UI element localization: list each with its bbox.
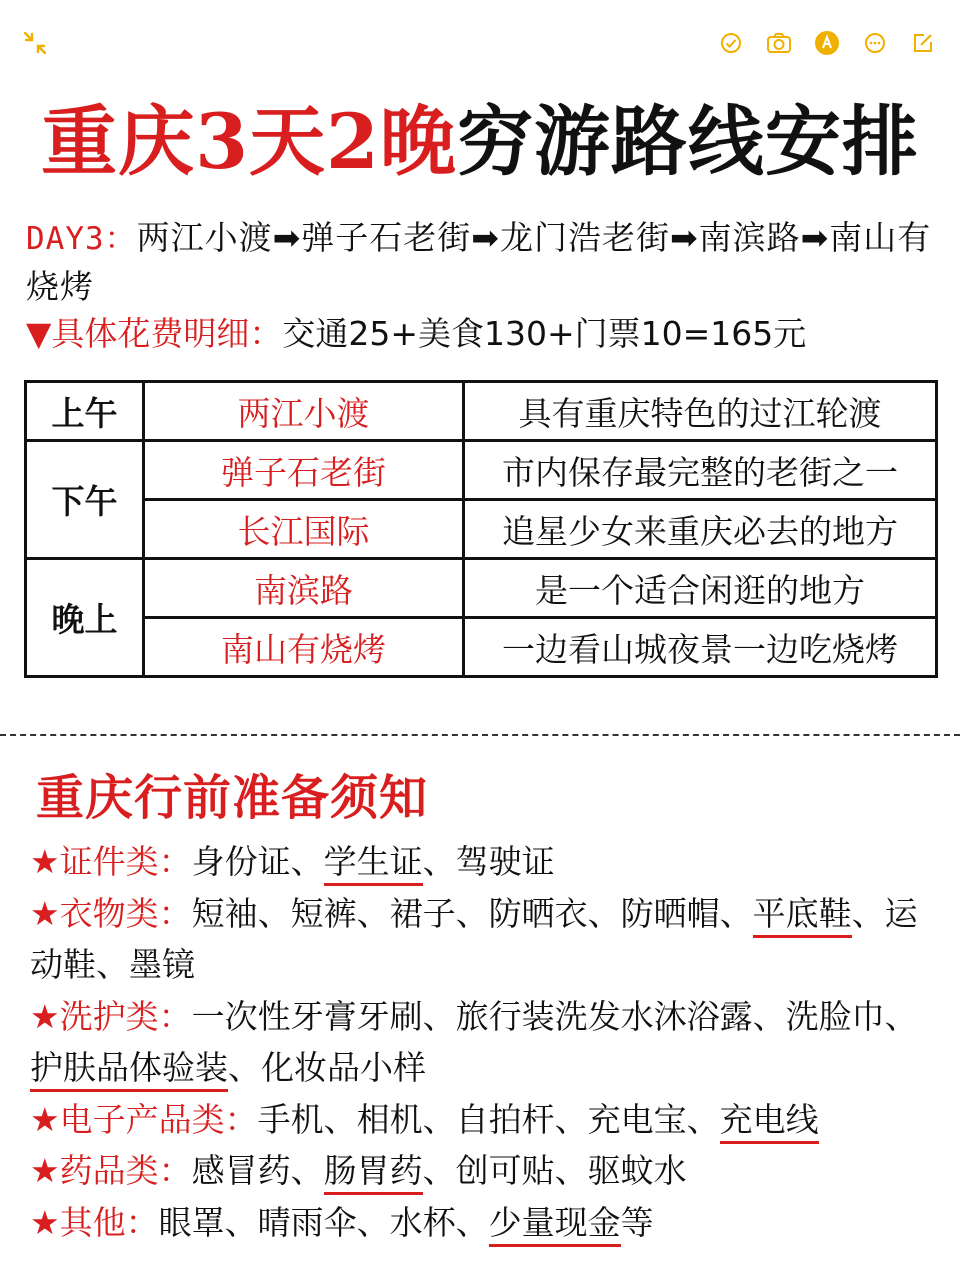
underlined-item: 少量现金 — [489, 1203, 621, 1247]
category-label: ★证件类： — [30, 842, 192, 881]
place-cell: 两江小渡 — [144, 382, 464, 441]
underlined-item: 学生证 — [324, 842, 423, 886]
place-cell: 长江国际 — [144, 500, 464, 559]
list-item-clothing — [30, 888, 930, 991]
place-cell: 南滨路 — [144, 559, 464, 618]
route-stops: 两江小渡➡弹子石老街➡龙门浩老街➡南滨路➡南山有烧烤 — [26, 218, 932, 306]
table-row — [26, 559, 937, 618]
page-title — [0, 92, 960, 192]
title-black-part: 穷游路线安排 — [456, 97, 919, 186]
prep-list — [30, 836, 930, 1248]
more-icon[interactable] — [858, 28, 892, 58]
table-row — [26, 500, 937, 559]
list-item-others — [30, 1197, 930, 1249]
underlined-item: 充电线 — [720, 1100, 819, 1144]
period-cell: 晚上 — [26, 559, 144, 677]
item-text: 、化妆品小样 — [228, 1048, 426, 1087]
check-circle-icon[interactable] — [714, 28, 748, 58]
period-cell: 上午 — [26, 382, 144, 441]
day-label: DAY3： — [26, 221, 137, 257]
day-route — [26, 214, 941, 311]
camera-icon[interactable] — [762, 28, 796, 58]
item-text: 巾、 — [851, 996, 918, 1036]
item-text: 手机、相机、自拍杆、充电宝、 — [257, 1099, 720, 1139]
item-text: 、运动鞋、墨镜 — [30, 893, 918, 984]
cost-summary — [26, 312, 941, 356]
item-text: 、驾驶证 — [422, 842, 555, 881]
list-item-medicine — [30, 1145, 930, 1197]
desc-cell: 市内保存最完整的老街之一 — [464, 441, 937, 500]
note-toolbar — [0, 26, 960, 60]
item-text: 短袖、短裤、裙子、防晒衣、防晒帽、 — [191, 893, 753, 933]
period-cell: 下午 — [26, 441, 144, 559]
list-item-electronics — [30, 1094, 930, 1146]
schedule-table — [24, 380, 938, 678]
item-text: 等 — [620, 1202, 654, 1242]
title-red-part: 重庆3天2晚 — [41, 97, 457, 186]
table-row — [26, 382, 937, 441]
table-row — [26, 441, 937, 500]
list-item-toiletries — [30, 991, 930, 1094]
underlined-item: 平底鞋 — [753, 894, 852, 938]
desc-cell: 是一个适合闲逛的地方 — [464, 559, 937, 618]
table-row — [26, 618, 937, 677]
cost-label: ▼具体花费明细： — [26, 314, 283, 353]
underlined-item: 护肤品体验装 — [30, 1048, 228, 1092]
prep-title: 重庆行前准备须知 — [36, 770, 429, 826]
desc-cell: 一边看山城夜景一边吃烧烤 — [464, 618, 937, 677]
edit-icon[interactable] — [906, 28, 940, 58]
cost-value: 交通25+美食130+门票10=165元 — [282, 314, 807, 353]
category-label: ★洗护类： — [30, 996, 192, 1036]
item-text: 眼罩、晴雨伞、水杯、 — [158, 1202, 489, 1242]
item-text: 、创可贴、驱蚊水 — [422, 1151, 687, 1190]
underlined-item: 肠胃药 — [324, 1151, 423, 1195]
category-label: ★药品类： — [30, 1151, 192, 1190]
desc-cell: 追星少女来重庆必去的地方 — [464, 500, 937, 559]
place-cell: 南山有烧烤 — [144, 618, 464, 677]
category-label: ★电子产品类： — [30, 1099, 258, 1139]
list-item-documents — [30, 836, 930, 888]
place-cell: 弹子石老街 — [144, 441, 464, 500]
dashed-divider — [0, 734, 960, 736]
item-text: 感冒药、 — [191, 1151, 324, 1190]
item-text: 一次性牙膏牙刷、旅行装洗发水沐浴露、洗脸 — [191, 996, 852, 1036]
category-label: ★衣物类： — [30, 893, 192, 933]
category-label: ★其他： — [30, 1202, 159, 1242]
desc-cell: 具有重庆特色的过江轮渡 — [464, 382, 937, 441]
item-text: 身份证、 — [191, 842, 324, 881]
pen-icon[interactable] — [810, 28, 844, 58]
collapse-icon[interactable] — [22, 30, 48, 56]
